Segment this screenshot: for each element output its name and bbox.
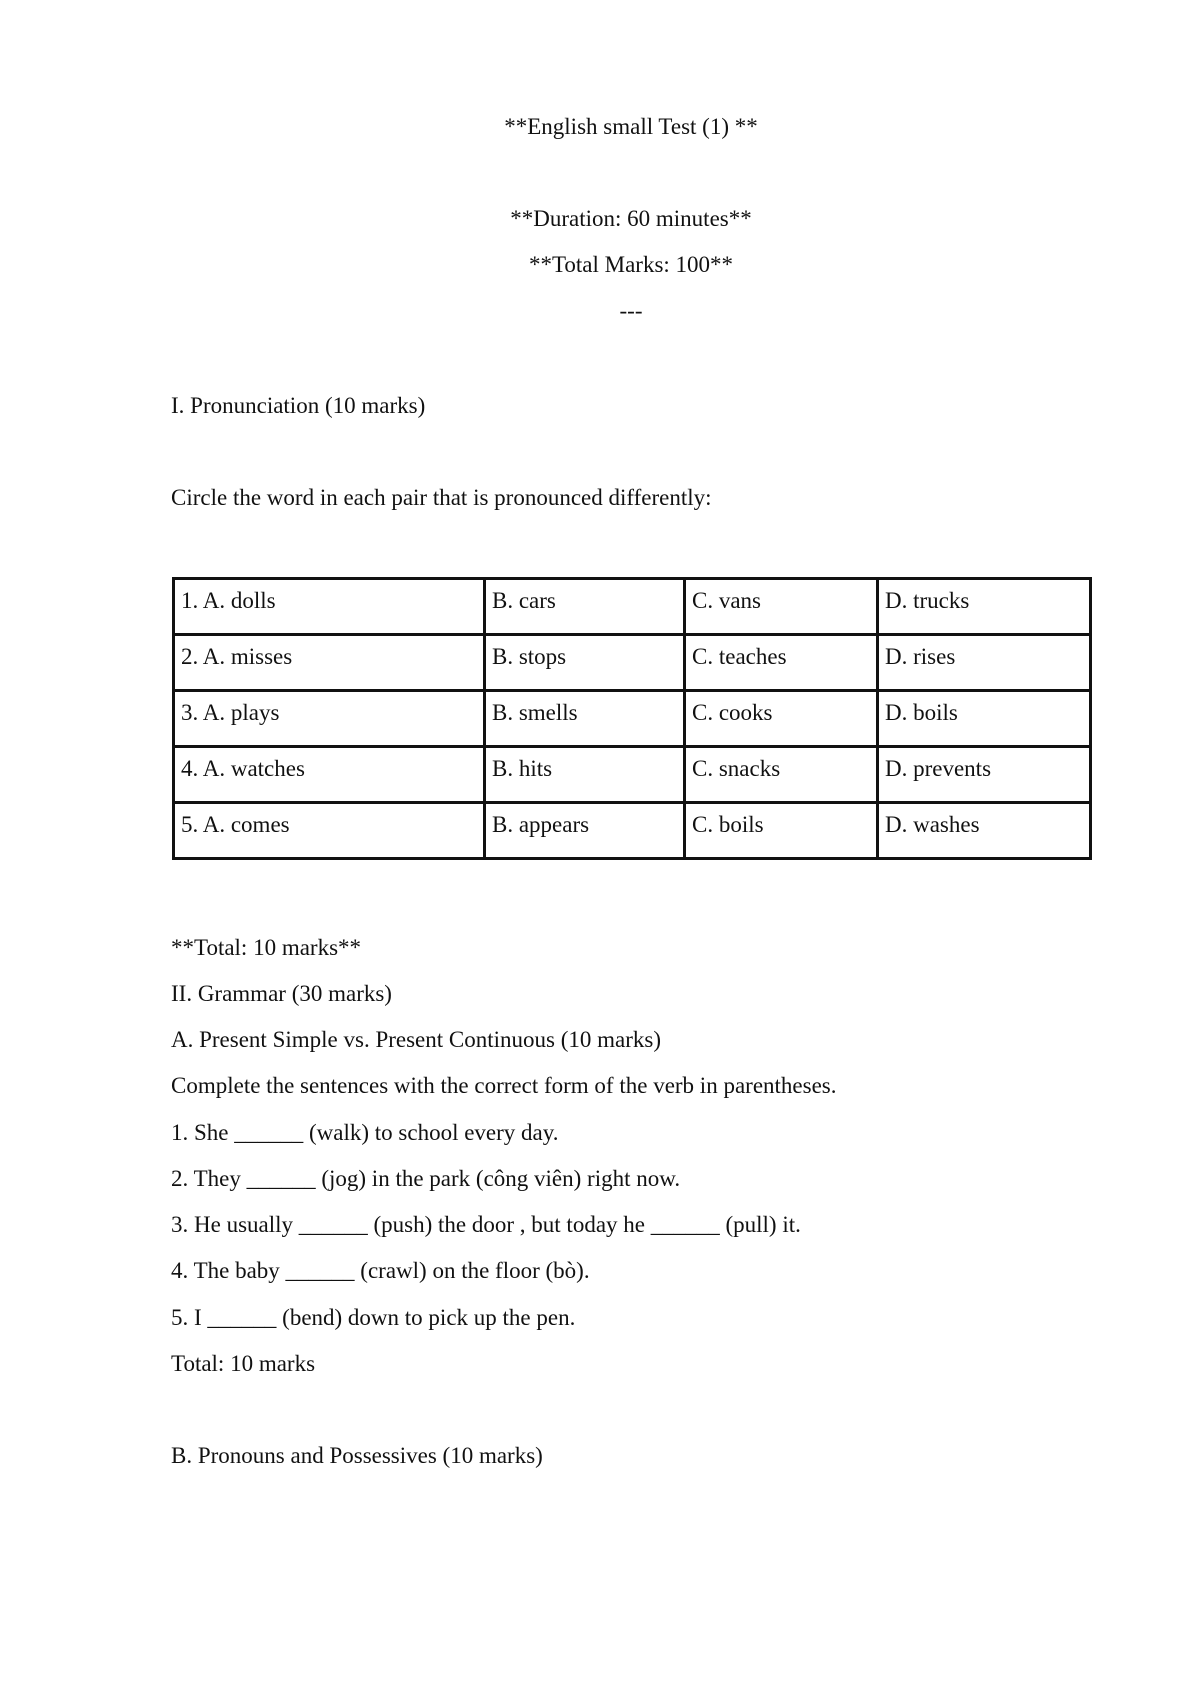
- pronunciation-total: **Total: 10 marks**: [171, 935, 362, 960]
- exercise-item: 1. She ______ (walk) to school every day.: [171, 1120, 559, 1145]
- table-cell: B. smells: [485, 691, 685, 747]
- table-cell: 4. A. watches: [174, 747, 485, 803]
- table-cell: B. hits: [485, 747, 685, 803]
- part-a-total: Total: 10 marks: [171, 1351, 316, 1376]
- table-cell: B. cars: [485, 579, 685, 635]
- part-a-heading: A. Present Simple vs. Present Continuous (10 marks): [171, 1027, 661, 1052]
- exercise-item: 5. I ______ (bend) down to pick up the pen.: [171, 1305, 576, 1330]
- test-title: **English small Test (1) **: [504, 114, 758, 139]
- table-cell: C. snacks: [685, 747, 878, 803]
- table-cell: 5. A. comes: [174, 803, 485, 859]
- exercise-item: 4. The baby ______ (crawl) on the floor (bò).: [171, 1258, 590, 1283]
- table-row: [174, 803, 1091, 859]
- part-b-heading: B. Pronouns and Possessives (10 marks): [171, 1443, 543, 1468]
- pronunciation-instruction: Circle the word in each pair that is pronounced differently:: [171, 485, 712, 510]
- pronunciation-table: [172, 577, 1092, 860]
- table-cell: 2. A. misses: [174, 635, 485, 691]
- table-cell: B. stops: [485, 635, 685, 691]
- section-pronunciation-heading: I. Pronunciation (10 marks): [171, 393, 426, 418]
- table-cell: D. rises: [878, 635, 1091, 691]
- part-a-instruction: Complete the sentences with the correct form of the verb in parentheses.: [171, 1073, 837, 1098]
- table-row: [174, 747, 1091, 803]
- exercise-item: 2. They ______ (jog) in the park (công viên) right now.: [171, 1166, 681, 1191]
- table-cell: D. prevents: [878, 747, 1091, 803]
- table-row: [174, 635, 1091, 691]
- table-cell: 3. A. plays: [174, 691, 485, 747]
- table-cell: 1. A. dolls: [174, 579, 485, 635]
- total-marks-line: **Total Marks: 100**: [528, 252, 734, 277]
- table-cell: D. boils: [878, 691, 1091, 747]
- table-cell: C. boils: [685, 803, 878, 859]
- table-row: [174, 691, 1091, 747]
- separator: ---: [619, 298, 643, 323]
- table-cell: C. teaches: [685, 635, 878, 691]
- table-cell: B. appears: [485, 803, 685, 859]
- table-cell: D. washes: [878, 803, 1091, 859]
- table-cell: D. trucks: [878, 579, 1091, 635]
- section-grammar-heading: II. Grammar (30 marks): [171, 981, 392, 1006]
- table-cell: C. vans: [685, 579, 878, 635]
- exercise-item: 3. He usually ______ (push) the door , but today he ______ (pull) it.: [171, 1212, 801, 1237]
- table-cell: C. cooks: [685, 691, 878, 747]
- table-row: [174, 579, 1091, 635]
- duration-line: **Duration: 60 minutes**: [510, 206, 752, 231]
